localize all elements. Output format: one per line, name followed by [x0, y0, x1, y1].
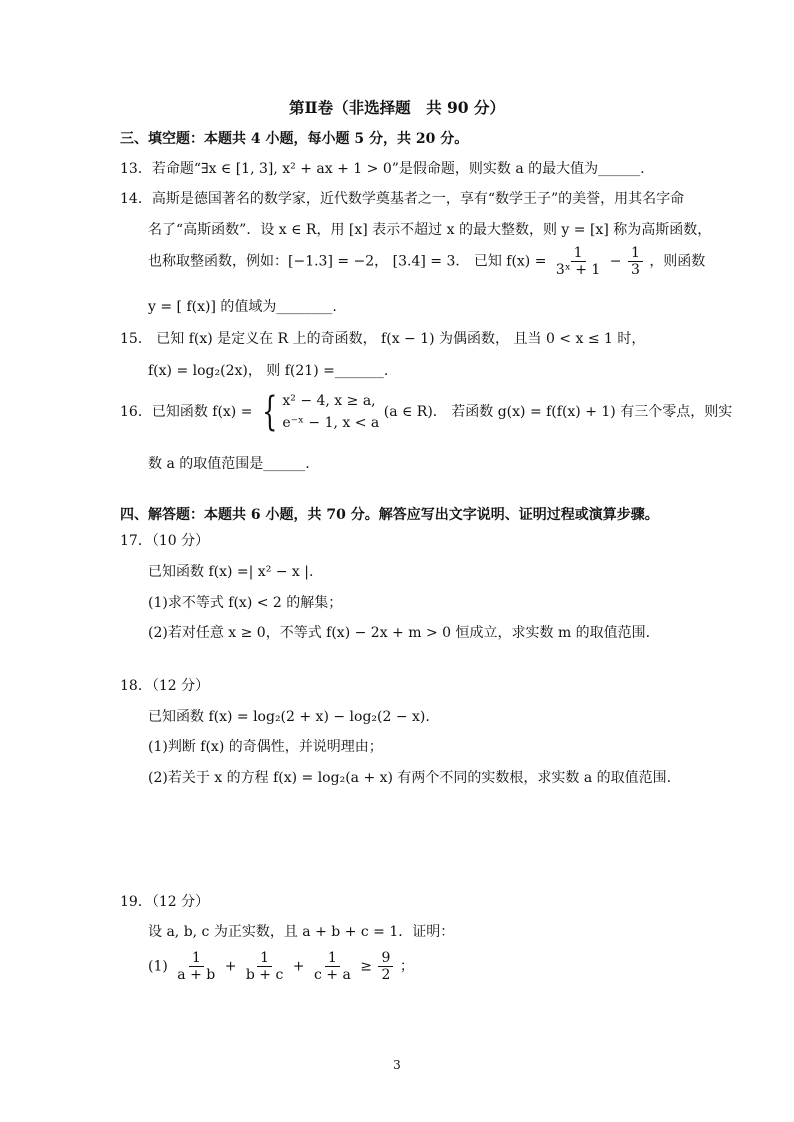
q19-fraction-4: [378, 950, 393, 983]
q19-frac1-denominator: a + b: [177, 967, 216, 983]
q19-plus-1: +: [224, 958, 237, 975]
left-brace-icon: {: [261, 389, 278, 435]
question-15-line1: 15． 已知 f(x) 是定义在 R 上的奇函数， f(x − 1) 为偶函数， 且当 0 < x ≤ 1 时，: [120, 331, 646, 347]
q19-end: ；: [399, 958, 414, 975]
q16-case-2: e⁻ˣ − 1, x < a: [282, 415, 380, 431]
q19-frac2-denominator: b + c: [245, 967, 284, 983]
q14-fraction-1: [553, 245, 603, 278]
part3-header: 三、填空题：本题共 4 小题，每小题 5 分，共 20 分。: [120, 131, 469, 147]
q14-minus: −: [609, 253, 622, 270]
question-13: 13．若命题“∃x ∈ [1, 3], x² + ax + 1 > 0”是假命题，则实数 a 的最大值为______.: [120, 161, 645, 177]
question-18-part1: (1)判断 f(x) 的奇偶性，并说明理由；: [148, 739, 383, 755]
part4-header: 四、解答题：本题共 6 小题，共 70 分。解答应写出文字说明、证明过程或演算步骤。: [120, 507, 659, 523]
q19-part1-label: (1): [148, 958, 168, 975]
page-number: 3: [393, 1058, 401, 1072]
q19-frac1-numerator: 1: [189, 950, 204, 967]
q19-frac3-denominator: c + a: [313, 967, 351, 983]
q19-fraction-1: [174, 950, 218, 983]
question-14-line3: [148, 245, 705, 278]
question-15-line2: f(x) = log₂(2x)， 则 f(21) =_______.: [148, 363, 389, 379]
question-17-head: 17．（10 分）: [120, 533, 210, 549]
q19-fraction-2: [243, 950, 286, 983]
question-19-part1: [148, 950, 414, 983]
q14-line3-text: 也称取整函数，例如：[−1.3] = −2， [3.4] = 3． 已知 f(x) =: [148, 253, 547, 270]
q16-suffix: (a ∈ R)． 若函数 g(x) = f(f(x) + 1) 有三个零点，则实: [383, 404, 733, 420]
q19-geq: ≥: [360, 958, 372, 975]
q14-frac1-numerator: 1: [571, 245, 586, 262]
question-14-line2: 名了“高斯函数”．设 x ∈ R，用 [x] 表示不超过 x 的最大整数，则 y = [x] 称为高斯函数，: [148, 222, 712, 238]
q19-frac4-numerator: 9: [378, 950, 393, 967]
q14-fraction-2: [628, 245, 643, 278]
question-17-part2: (2)若对任意 x ≥ 0，不等式 f(x) − 2x + m > 0 恒成立，求实数 m 的取值范围.: [148, 625, 651, 641]
q19-fraction-3: [311, 950, 354, 983]
q16-prefix: 16．已知函数 f(x) =: [120, 404, 253, 420]
q19-plus-2: +: [292, 958, 305, 975]
question-19-head: 19．（12 分）: [120, 894, 210, 910]
q16-case-1: x² − 4, x ≥ a,: [282, 393, 376, 409]
q14-frac2-numerator: 1: [628, 245, 643, 262]
question-17-given: 已知函数 f(x) =| x² − x |.: [148, 564, 314, 580]
question-17-part1: (1)求不等式 f(x) < 2 的解集；: [148, 595, 343, 611]
q16-piecewise: [257, 390, 379, 434]
question-18-given: 已知函数 f(x) = log₂(2 + x) − log₂(2 − x).: [148, 709, 430, 725]
question-14-line4: y = [ f(x)] 的值域为________.: [148, 299, 337, 315]
question-16-line2: 数 a 的取值范围是______.: [148, 456, 310, 472]
q14-frac1-denominator: 3ˣ + 1: [555, 262, 601, 278]
question-19-given: 设 a, b, c 为正实数，且 a + b + c = 1．证明：: [148, 924, 455, 940]
q19-frac2-numerator: 1: [257, 950, 272, 967]
q14-frac2-denominator: 3: [630, 262, 640, 278]
question-18-head: 18．（12 分）: [120, 678, 210, 694]
q19-frac4-denominator: 2: [381, 967, 391, 983]
q14-line3-end: ，则函数: [649, 253, 706, 270]
question-14-line1: 14．高斯是德国著名的数学家，近代数学奠基者之一，享有“数学王子”的美誉，用其名字命: [120, 191, 685, 207]
q19-frac3-numerator: 1: [325, 950, 340, 967]
question-18-part2: (2)若关于 x 的方程 f(x) = log₂(a + x) 有两个不同的实数根，求实数 a 的取值范围.: [148, 770, 672, 786]
question-16-line1: [120, 390, 732, 434]
section-title: 第Ⅱ卷（非选择题 共 90 分）: [289, 98, 505, 117]
